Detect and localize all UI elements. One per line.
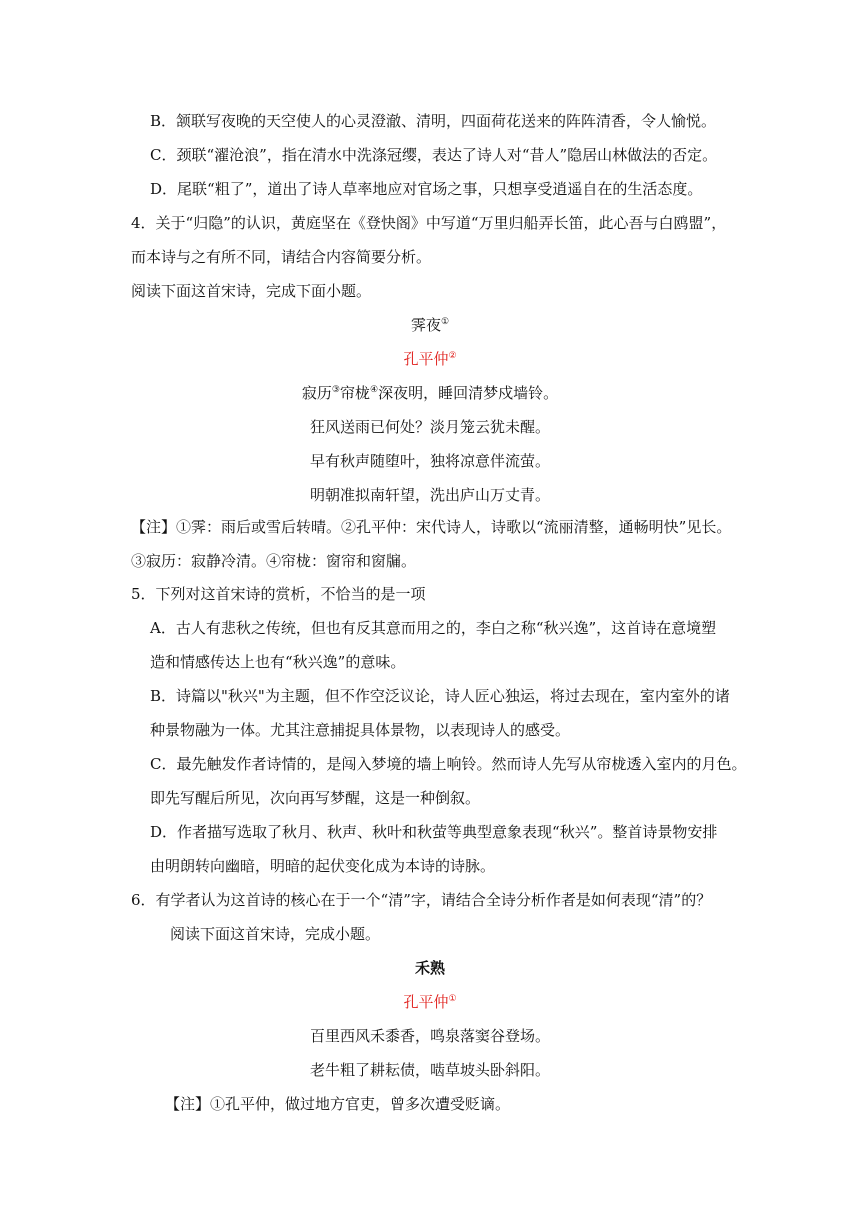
footnote-marker: ②: [448, 351, 457, 361]
q3-option-b: B．颔联写夜晚的天空使人的心灵澄澈、清明，四面荷花送来的阵阵清香，令人愉悦。: [150, 112, 717, 130]
poem1-title: 霁夜①: [410, 316, 450, 334]
q5-option-a-line1: A．古人有悲秋之传统，但也有反其意而用之的，李白之称“秋兴逸”，这首诗在意境塑: [150, 619, 717, 637]
q4-line2: 而本诗与之有所不同，请结合内容简要分析。: [131, 248, 432, 266]
poem1-line3: 早有秋声随堕叶，独将凉意伴流萤。: [309, 452, 550, 470]
poem2-line1: 百里西风禾黍香，鸣泉落窦谷登场。: [309, 1027, 550, 1045]
q6-question: 6．有学者认为这首诗的核心在于一个“清”字，请结合全诗分析作者是如何表现“清”的？: [131, 891, 712, 909]
q5-option-d-line1: D．作者描写选取了秋月、秋声、秋叶和秋萤等典型意象表现“秋兴”。整首诗景物安排: [150, 823, 718, 841]
poem2-author: 孔平仲①: [403, 993, 457, 1011]
poem1-line2: 狂风送雨已何处？淡月笼云犹未醒。: [309, 418, 550, 436]
reading-intro-2: 阅读下面这首宋诗，完成小题。: [170, 925, 381, 943]
footnote-marker: ④: [370, 385, 379, 395]
footnote-marker: ③: [331, 385, 340, 395]
q5-option-b-line2: 种景物融为一体。尤其注意捕捉具体景物，以表现诗人的感受。: [150, 721, 571, 739]
q5-option-d-line2: 由明朗转向幽暗，明暗的起伏变化成为本诗的诗脉。: [150, 857, 496, 875]
q4-line1: 4．关于“归隐”的认识，黄庭坚在《登快阁》中写道“万里归船弄长笛，此心吾与白鸥盟”，: [131, 214, 727, 232]
q5-option-c-line2: 即先写醒后所见，次向再写梦醒，这是一种倒叙。: [150, 789, 481, 807]
footnote-marker: ①: [440, 317, 450, 327]
poem1-line4: 明朝准拟南轩望，洗出庐山万丈青。: [309, 486, 550, 504]
poem2-line2: 老牛粗了耕耘债，啮草坡头卧斜阳。: [309, 1061, 550, 1079]
poem1-notes-line2: ③寂历：寂静冷清。④帘栊：窗帘和窗牖。: [131, 552, 417, 570]
poem1-notes-line1: 【注】①霁：雨后或雪后转晴。②孔平仲：宋代诗人，诗歌以“流丽清整，通畅明快”见长。: [131, 518, 732, 536]
q5-option-a-line2: 造和情感传达上也有“秋兴逸”的意味。: [150, 653, 406, 671]
q3-option-d: D．尾联“粗了”，道出了诗人草率地应对官场之事，只想享受逍遥自在的生活态度。: [150, 180, 703, 198]
poem2-notes: 【注】①孔平仲，做过地方官吏，曾多次遭受贬谪。: [165, 1095, 511, 1113]
q5-option-c-line1: C．最先触发作者诗情的，是闯入梦境的墙上响铃。然而诗人先写从帘栊透入室内的月色。: [150, 755, 747, 773]
q3-option-c: C．颈联“濯沧浪”，指在清水中洗涤冠缨，表达了诗人对“昔人”隐居山林做法的否定。: [150, 146, 718, 164]
q5-stem: 5．下列对这首宋诗的赏析，不恰当的是一项: [131, 585, 426, 603]
footnote-marker: ①: [448, 994, 457, 1004]
poem1-author: 孔平仲②: [403, 350, 457, 368]
poem2-title: 禾熟: [414, 959, 445, 977]
reading-intro: 阅读下面这首宋诗，完成下面小题。: [131, 282, 372, 300]
poem1-line1: 寂历③帘栊④深夜明，睡回清梦戍墙铃。: [301, 384, 559, 402]
q5-option-b-line1: B．诗篇以"秋兴"为主题，但不作空泛议论，诗人匠心独运，将过去现在，室内室外的诸: [150, 687, 730, 705]
